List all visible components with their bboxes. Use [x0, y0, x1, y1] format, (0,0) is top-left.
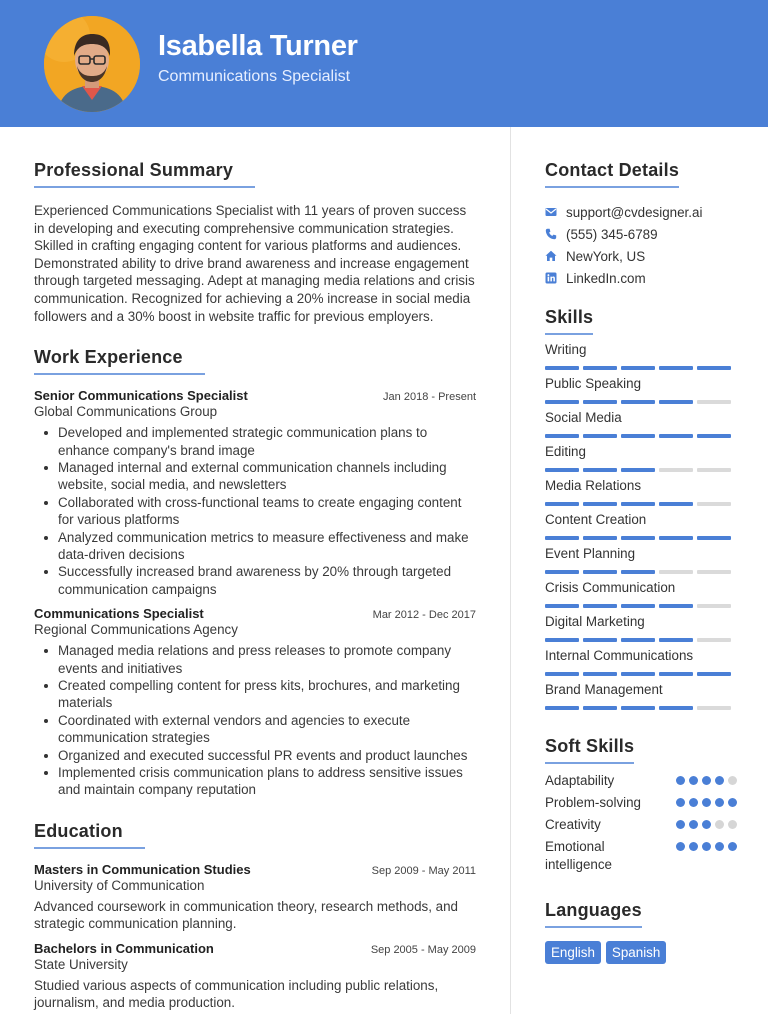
rating-dot: [689, 842, 698, 851]
skill-level-segment: [545, 638, 579, 642]
school: State University: [34, 956, 128, 972]
bullet-item: Analyzed communication metrics to measure effectiveness and make data-driven decisions: [58, 529, 476, 564]
rating-dot: [702, 820, 711, 829]
skill-level-segment: [621, 366, 655, 370]
soft-skill-rating: [676, 842, 737, 851]
job-company: Global Communications Group: [34, 404, 218, 420]
skill-level-segment: [545, 672, 579, 676]
skill-name: Social Media: [545, 410, 622, 425]
skill-level-segment: [545, 434, 579, 438]
bullet-item: Coordinated with external vendors and agencies to execute communication strategies: [58, 712, 476, 747]
skill-level-segment: [545, 468, 579, 472]
skill-level-segment: [697, 366, 731, 370]
rating-dot: [715, 842, 724, 851]
main-column: [34, 160, 476, 1012]
skill-level-bar: [545, 706, 737, 710]
skill-name: Public Speaking: [545, 376, 642, 391]
contact-location: [545, 245, 737, 267]
avatar: [44, 16, 140, 112]
skill-item: [545, 614, 737, 642]
soft-skill-item: [545, 794, 737, 812]
skill-level-segment: [697, 400, 731, 404]
soft-skill-item: [545, 772, 737, 790]
education-entry: [34, 862, 476, 933]
skill-level-segment: [583, 706, 617, 710]
skill-level-segment: [659, 604, 693, 608]
education-dates: Sep 2005 - May 2009: [370, 943, 476, 956]
skill-item: [545, 342, 737, 370]
skill-level-segment: [583, 570, 617, 574]
rating-dot: [702, 776, 711, 785]
bullet-item: Successfully increased brand awareness by 20% through targeted communication campaigns: [58, 563, 476, 598]
soft-skills-section: [545, 736, 737, 874]
education-description: Advanced coursework in communication theory, research methods, and strategic communication planning.: [34, 898, 459, 932]
section-title: Work Experience: [34, 347, 205, 375]
envelope-icon: [545, 206, 557, 218]
skill-item: [545, 546, 737, 574]
education-dates: Sep 2009 - May 2011: [371, 864, 476, 877]
skill-name: Brand Management: [545, 682, 663, 697]
skill-level-segment: [659, 366, 693, 370]
contact-email[interactable]: [545, 201, 737, 223]
languages-section: [545, 900, 737, 964]
education-entry: [34, 941, 476, 1012]
soft-skill-name: Problem-solving: [545, 795, 642, 810]
skill-name: Digital Marketing: [545, 614, 645, 629]
job-bullets: [34, 424, 476, 598]
skill-level-segment: [621, 468, 655, 472]
skill-level-segment: [697, 706, 731, 710]
skill-level-bar: [545, 604, 737, 608]
rating-dot: [689, 776, 698, 785]
skill-level-bar: [545, 570, 737, 574]
section-title: Soft Skills: [545, 736, 634, 764]
skill-level-bar: [545, 434, 737, 438]
skill-name: Writing: [545, 342, 587, 357]
skill-item: [545, 682, 737, 710]
skill-level-segment: [583, 468, 617, 472]
job-dates: Mar 2012 - Dec 2017: [372, 609, 476, 622]
soft-skill-rating: [676, 820, 737, 829]
rating-dot: [715, 798, 724, 807]
skill-level-segment: [583, 672, 617, 676]
skill-level-segment: [659, 434, 693, 438]
soft-skill-rating: [676, 798, 737, 807]
education-section: [34, 821, 476, 1012]
skill-name: Event Planning: [545, 546, 636, 561]
rating-dot: [702, 842, 711, 851]
skill-level-segment: [583, 604, 617, 608]
section-title: Contact Details: [545, 160, 679, 188]
contact-phone-text: (555) 345-6789: [566, 226, 658, 242]
soft-skill-name: Creativity: [545, 817, 601, 832]
skill-level-bar: [545, 400, 737, 404]
skill-level-segment: [697, 468, 731, 472]
linkedin-icon: [545, 272, 557, 284]
contact-phone[interactable]: [545, 223, 737, 245]
soft-skill-item: [545, 816, 737, 834]
skill-level-segment: [621, 536, 655, 540]
contact-linkedin-text: LinkedIn.com: [566, 270, 646, 286]
skill-level-segment: [659, 672, 693, 676]
rating-dot: [676, 820, 685, 829]
school: University of Communication: [34, 877, 205, 893]
rating-dot: [728, 842, 737, 851]
skill-name: Crisis Communication: [545, 580, 676, 595]
skill-name: Media Relations: [545, 478, 642, 493]
skill-level-segment: [697, 502, 731, 506]
bullet-item: Managed internal and external communication channels including website, social media, and newsletters: [58, 459, 476, 494]
contact-email-text: support@cvdesigner.ai: [566, 204, 703, 220]
education-description: Studied various aspects of communication including public relations, journalism, and media production.: [34, 977, 439, 1011]
skill-level-bar: [545, 638, 737, 642]
phone-icon: [545, 228, 557, 240]
skill-level-segment: [545, 570, 579, 574]
skill-item: [545, 512, 737, 540]
skill-level-segment: [545, 706, 579, 710]
rating-dot: [676, 776, 685, 785]
home-icon: [545, 250, 557, 262]
skill-level-segment: [583, 366, 617, 370]
bullet-item: Created compelling content for press kits, brochures, and marketing materials: [58, 677, 476, 712]
soft-skill-name: Adaptability: [545, 773, 615, 788]
soft-skill-name: Emotional intelligence: [545, 839, 612, 872]
soft-skill-rating: [676, 776, 737, 785]
skill-level-segment: [621, 400, 655, 404]
degree: Bachelors in Communication: [34, 940, 214, 956]
skill-level-segment: [659, 570, 693, 574]
skill-item: [545, 444, 737, 472]
rating-dot: [728, 820, 737, 829]
skill-level-segment: [583, 434, 617, 438]
job-dates: Jan 2018 - Present: [383, 391, 476, 404]
skill-level-segment: [659, 706, 693, 710]
skill-level-segment: [545, 400, 579, 404]
bullet-item: Organized and executed successful PR events and product launches: [58, 747, 476, 764]
skill-item: [545, 478, 737, 506]
skill-level-segment: [697, 536, 731, 540]
contact-location-text: NewYork, US: [566, 248, 646, 264]
bullet-item: Developed and implemented strategic communication plans to enhance company's brand image: [58, 424, 476, 459]
candidate-title: Communications Specialist: [158, 68, 351, 85]
skill-level-bar: [545, 672, 737, 676]
skill-level-segment: [697, 570, 731, 574]
skill-level-segment: [545, 604, 579, 608]
rating-dot: [676, 798, 685, 807]
skill-level-segment: [545, 502, 579, 506]
skill-level-bar: [545, 502, 737, 506]
skill-level-segment: [621, 706, 655, 710]
skill-level-segment: [583, 400, 617, 404]
rating-dot: [689, 798, 698, 807]
skill-level-segment: [697, 434, 731, 438]
skill-level-segment: [621, 604, 655, 608]
skill-level-segment: [697, 672, 731, 676]
skill-level-segment: [659, 468, 693, 472]
contact-linkedin[interactable]: [545, 267, 737, 289]
skill-name: Internal Communications: [545, 648, 694, 663]
bullet-item: Implemented crisis communication plans to address sensitive issues and maintain company reputation: [58, 764, 476, 799]
skill-item: [545, 648, 737, 676]
rating-dot: [715, 776, 724, 785]
skill-level-segment: [583, 536, 617, 540]
job-bullets: [34, 642, 476, 799]
skill-level-bar: [545, 468, 737, 472]
candidate-name: Isabella Turner: [158, 30, 358, 62]
rating-dot: [728, 776, 737, 785]
bullet-item: Collaborated with cross-functional teams to create engaging content for various platforms: [58, 494, 476, 529]
skill-level-segment: [697, 604, 731, 608]
skill-level-segment: [621, 672, 655, 676]
section-title: Skills: [545, 307, 593, 335]
skill-level-segment: [621, 570, 655, 574]
rating-dot: [728, 798, 737, 807]
bullet-item: Managed media relations and press releases to promote company events and initiatives: [58, 642, 476, 677]
skill-level-segment: [583, 502, 617, 506]
skill-level-segment: [621, 502, 655, 506]
experience-section: [34, 347, 476, 799]
skill-name: Editing: [545, 444, 586, 459]
sidebar-column: [545, 160, 737, 964]
summary-section: [34, 160, 476, 325]
job-role: Senior Communications Specialist: [34, 388, 248, 404]
skill-item: [545, 376, 737, 404]
job-entry: [34, 388, 476, 598]
skill-level-bar: [545, 536, 737, 540]
job-company: Regional Communications Agency: [34, 622, 238, 638]
skill-item: [545, 580, 737, 608]
skills-section: [545, 307, 737, 710]
skill-level-bar: [545, 366, 737, 370]
rating-dot: [676, 842, 685, 851]
section-title: Languages: [545, 900, 642, 928]
job-entry: [34, 606, 476, 799]
contact-section: [545, 160, 737, 289]
rating-dot: [702, 798, 711, 807]
section-title: Professional Summary: [34, 160, 255, 188]
portrait-photo-icon: [44, 16, 140, 112]
skill-level-segment: [621, 638, 655, 642]
rating-dot: [715, 820, 724, 829]
language-badge: Spanish: [606, 941, 666, 964]
skill-level-segment: [659, 502, 693, 506]
job-role: Communications Specialist: [34, 606, 204, 622]
summary-text: Experienced Communications Specialist with 11 years of proven success in developing and executing comprehensive communication strategies. Skilled in crafting engaging content for various platforms and audiences. Demonstrated ability to drive brand awareness and increase engagement through targeted messaging. Adept at managing media relations and crisis communication. Recognized for achieving a 20% increase in social media followers and a 30% boost in website traffic for previous employers.: [34, 203, 475, 324]
skill-level-segment: [621, 434, 655, 438]
skill-name: Content Creation: [545, 512, 647, 527]
section-title: Education: [34, 821, 145, 849]
skill-item: [545, 410, 737, 438]
skill-level-segment: [583, 638, 617, 642]
skill-level-segment: [659, 536, 693, 540]
skill-level-segment: [545, 536, 579, 540]
resume-header: [0, 0, 768, 127]
skill-level-segment: [659, 638, 693, 642]
soft-skill-item: [545, 838, 737, 874]
skill-level-segment: [697, 638, 731, 642]
rating-dot: [689, 820, 698, 829]
degree: Masters in Communication Studies: [34, 861, 251, 877]
skill-level-segment: [659, 400, 693, 404]
skill-level-segment: [545, 366, 579, 370]
language-badge: English: [545, 941, 601, 964]
column-divider: [510, 127, 511, 1014]
